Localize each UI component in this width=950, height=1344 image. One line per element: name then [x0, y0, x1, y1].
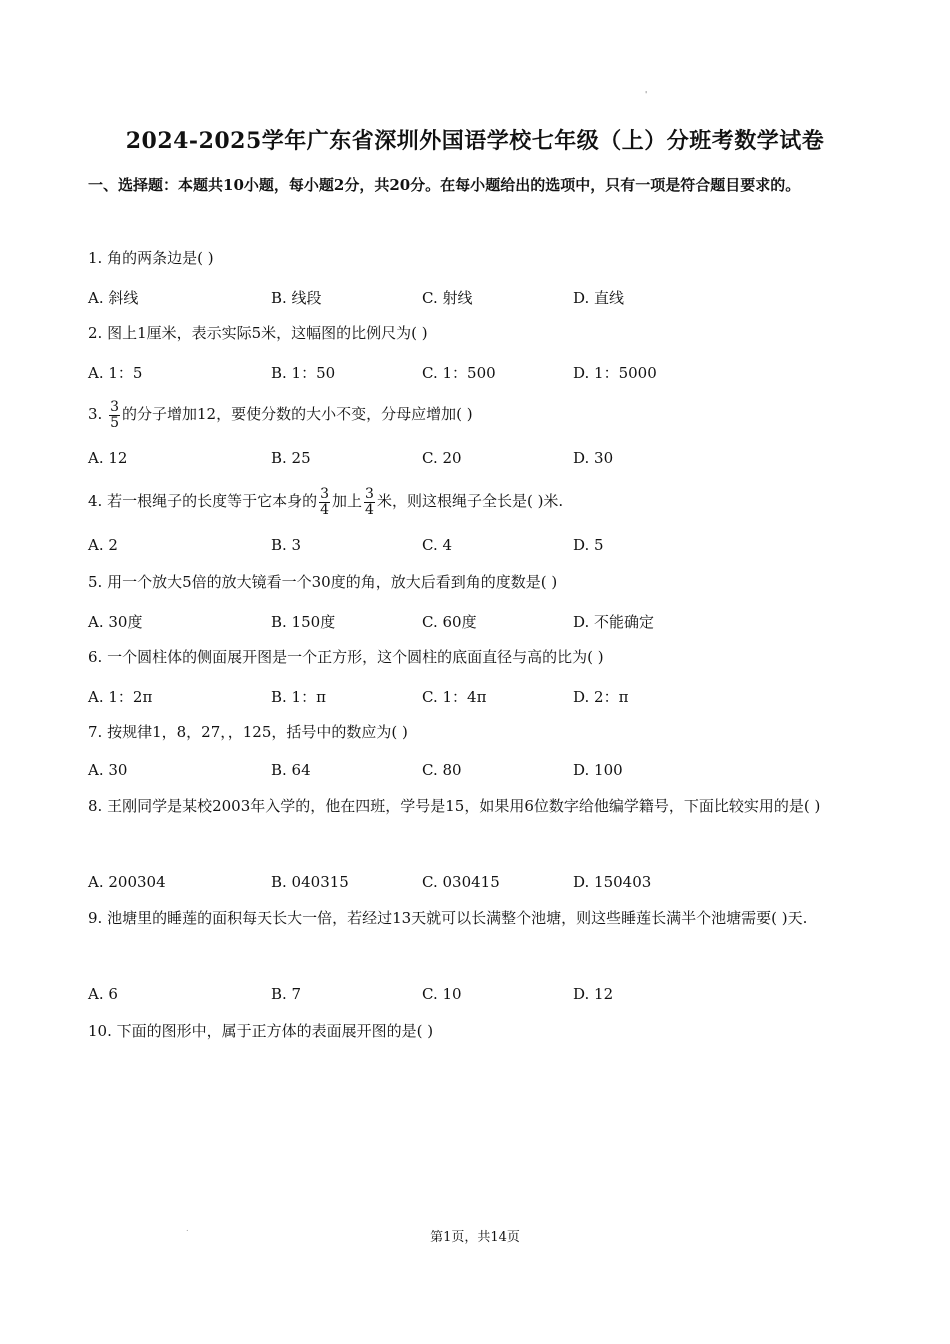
- option-c: C. 射线: [422, 289, 473, 307]
- fraction-numerator: 3: [320, 485, 330, 502]
- scan-mark: ': [645, 90, 648, 99]
- option-c: C. 1：500: [422, 364, 496, 382]
- option-d: D. 直线: [573, 289, 625, 307]
- question-3-options: [88, 449, 868, 479]
- option-c: C. 1：4π: [422, 688, 487, 706]
- option-b: B. 040315: [271, 873, 349, 891]
- option-d: D. 30: [573, 449, 614, 467]
- question-8: 8. 王刚同学是某校2003年入学的，他在四班，学号是15，如果用6位数字给他编学籍号，下面比较实用的是( ): [88, 797, 821, 815]
- option-d: D. 150403: [573, 873, 652, 891]
- option-b: B. 7: [271, 985, 302, 1003]
- fraction-three-quarters-2: [364, 487, 375, 518]
- option-a: A. 12: [88, 449, 128, 467]
- option-b: B. 25: [271, 449, 311, 467]
- fraction-denominator: 5: [110, 414, 120, 431]
- option-d: D. 不能确定: [573, 613, 655, 631]
- option-b: B. 3: [271, 536, 302, 554]
- option-d: D. 12: [573, 985, 614, 1003]
- question-4: [88, 483, 868, 520]
- option-d: D. 100: [573, 761, 623, 779]
- question-4-prefix: 4. 若一根绳子的长度等于它本身的: [88, 492, 318, 510]
- option-c: C. 10: [422, 985, 462, 1003]
- question-6-options: [88, 686, 868, 716]
- question-2-options: [88, 362, 868, 392]
- question-1-options: [88, 287, 868, 317]
- question-8-options: [88, 873, 868, 903]
- option-c: C. 80: [422, 761, 462, 779]
- page-footer: 第1页，共14页: [430, 1230, 520, 1245]
- question-4-mid: 加上: [332, 492, 363, 510]
- question-5-options: [88, 611, 868, 641]
- option-c: C. 60度: [422, 613, 477, 631]
- option-c: C. 20: [422, 449, 462, 467]
- question-9-options: [88, 985, 868, 1015]
- scan-mark: .: [186, 1224, 189, 1233]
- option-b: B. 1：50: [271, 364, 336, 382]
- option-b: B. 1：π: [271, 688, 326, 706]
- option-b: B. 线段: [271, 289, 322, 307]
- option-b: B. 64: [271, 761, 311, 779]
- question-3-prefix: 3.: [88, 405, 108, 423]
- fraction-three-fifths: [109, 400, 120, 431]
- question-7-options: [88, 761, 868, 791]
- question-7: 7. 按规律1，8，27，，125，括号中的数应为( ): [88, 723, 408, 741]
- option-a: A. 6: [88, 985, 118, 1003]
- option-d: D. 1：5000: [573, 364, 657, 382]
- fraction-three-quarters-1: [319, 487, 330, 518]
- option-a: A. 1：2π: [88, 688, 153, 706]
- fraction-numerator: 3: [365, 485, 374, 502]
- question-6: 6. 一个圆柱体的侧面展开图是一个正方形，这个圆柱的底面直径与高的比为( ): [88, 648, 604, 666]
- option-a: A. 1：5: [88, 364, 143, 382]
- question-1: 1. 角的两条边是( ): [88, 249, 214, 267]
- question-3-suffix: 的分子增加12，要使分数的大小不变，分母应增加( ): [122, 405, 473, 423]
- option-c: C. 030415: [422, 873, 500, 891]
- question-5: 5. 用一个放大5倍的放大镜看一个30度的角，放大后看到角的度数是( ): [88, 573, 558, 591]
- option-d: D. 5: [573, 536, 604, 554]
- option-a: A. 斜线: [88, 289, 139, 307]
- question-4-suffix: 米，则这根绳子全长是( )米.: [376, 492, 564, 510]
- option-a: A. 200304: [88, 873, 166, 891]
- fraction-numerator: 3: [110, 398, 120, 415]
- option-a: A. 2: [88, 536, 118, 554]
- exam-title: 2024-2025学年广东省深圳外国语学校七年级（上）分班考数学试卷: [125, 128, 825, 154]
- section-heading: 一、选择题：本题共10小题，每小题2分，共20分。在每小题给出的选项中，只有一项是符合题目要求的。: [88, 176, 801, 194]
- option-b: B. 150度: [271, 613, 336, 631]
- fraction-denominator: 4: [365, 501, 374, 518]
- option-d: D. 2：π: [573, 688, 629, 706]
- question-2: 2. 图上1厘米，表示实际5米，这幅图的比例尺为( ): [88, 324, 428, 342]
- option-c: C. 4: [422, 536, 453, 554]
- option-a: A. 30度: [88, 613, 143, 631]
- fraction-denominator: 4: [320, 501, 330, 518]
- option-a: A. 30: [88, 761, 128, 779]
- question-10: 10. 下面的图形中，属于正方体的表面展开图的是( ): [88, 1022, 434, 1040]
- question-3: [88, 396, 868, 433]
- question-9: 9. 池塘里的睡莲的面积每天长大一倍，若经过13天就可以长满整个池塘，则这些睡莲长满半个池塘需要( )天.: [88, 909, 808, 927]
- question-4-options: [88, 536, 868, 566]
